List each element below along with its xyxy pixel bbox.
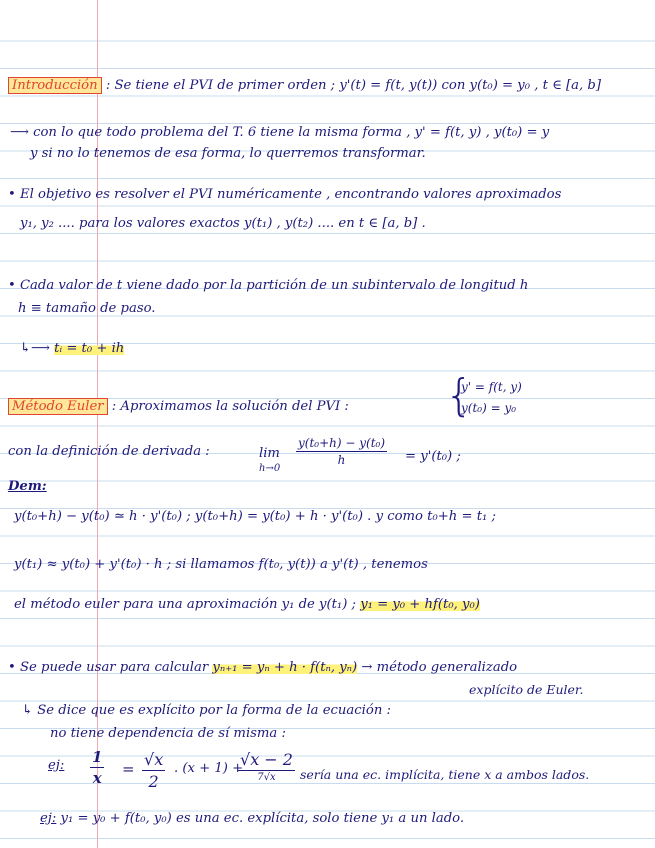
intro-text-2: con lo que todo problema del T. 6 tiene la misma forma , y' = f(t, y) , y(t₀) = y	[33, 125, 550, 140]
derivative-denominator: h	[337, 453, 346, 467]
dem-line-3-text: el método euler para una aproximación y₁ de y(t₁) ;	[14, 597, 356, 612]
dem-line-2: y(t₁) ≈ y(t₀) + y'(t₀) · h ; si llamamos f(t₀, y(t)) a y'(t) , tenemos	[14, 557, 428, 572]
general-line-4: no tiene dependencia de sí misma :	[50, 726, 286, 741]
general-text: • Se puede usar para calcular	[8, 660, 209, 675]
limit-symbol: lim	[259, 446, 280, 461]
intro-line-2	[10, 124, 549, 142]
fraction-3-numerator: √x − 2	[240, 750, 293, 769]
partition-line-1: • Cada valor de t viene dado por la partición de un subintervalo de longitud h	[8, 278, 529, 293]
example-1-fraction-1	[90, 748, 104, 787]
arrow-corner-icon: ↳⟶	[20, 341, 50, 356]
corner-arrow-icon: ↳	[22, 703, 34, 718]
general-line-3-text: Se dice que es explícito por la forma de la ecuación :	[37, 703, 391, 718]
example-1-label: ej:	[48, 758, 65, 773]
dem-line-3	[14, 596, 480, 614]
fraction-2-numerator: √x	[144, 750, 164, 769]
intro-heading: Introducción	[8, 77, 102, 94]
example-1-fraction-2	[142, 750, 165, 791]
objective-line-2: y₁, y₂ .... para los valores exactos y(t₁) , y(t₂) .... en t ∈ [a, b] .	[20, 216, 426, 231]
derivative-numerator: y(t₀+h) − y(t₀)	[298, 436, 386, 450]
general-line-1	[8, 659, 517, 677]
arrow-right-icon: ⟶	[10, 125, 29, 140]
fraction-1-numerator: 1	[92, 748, 103, 766]
partition-formula: tᵢ = t₀ + ih	[54, 341, 125, 356]
derivative-fraction	[296, 436, 387, 467]
ivp-eq-2: y(t₀) = y₀	[461, 401, 517, 415]
intro-text: : Se tiene el PVI de primer orden ; y'(t) = f(t, y(t)) con y(t₀) = y₀ , t ∈ [a, b]	[105, 78, 602, 93]
intro-line-1	[8, 77, 601, 95]
derivative-def-text: con la definición de derivada :	[8, 444, 210, 459]
example-1-middle: . (x + 1) +	[174, 761, 244, 776]
example-2-line	[40, 810, 464, 828]
fraction-3-denominator: 7√x	[257, 772, 276, 783]
euler-method-formula: y₁ = y₀ + hf(t₀, y₀)	[360, 597, 480, 612]
example-1-text: sería una ec. implícita, tiene x a ambos lados.	[300, 767, 590, 782]
euler-heading: Método Euler	[8, 398, 108, 415]
example-1-equals: =	[122, 760, 135, 778]
partition-line-2: h ≡ tamaño de paso.	[18, 301, 156, 316]
limit-subscript: h→0	[259, 463, 281, 474]
fraction-3-bar	[238, 770, 295, 771]
dem-heading: Dem:	[8, 479, 47, 494]
fraction-2-denominator: 2	[148, 772, 159, 791]
fraction-1-denominator: x	[92, 769, 102, 787]
example-2-text: y₁ = y₀ + f(t₀, y₀) es una ec. explícita, solo tiene y₁ a un lado.	[60, 811, 465, 826]
fraction-2-bar	[142, 770, 165, 771]
ivp-eq-1: y' = f(t, y)	[461, 380, 522, 394]
objective-line-1: • El objetivo es resolver el PVI numéricamente , encontrando valores aproximados	[8, 187, 562, 202]
general-formula: yₙ₊₁ = yₙ + h · f(tₙ, yₙ)	[212, 660, 358, 675]
partition-result	[20, 340, 124, 358]
derivative-rhs: = y'(t₀) ;	[405, 449, 461, 464]
fraction-1-bar	[90, 767, 104, 768]
left-brace-icon: {	[445, 370, 473, 421]
example-1-fraction-3	[238, 750, 295, 783]
fraction-bar	[296, 451, 387, 452]
euler-line-1	[8, 398, 349, 416]
euler-text: : Aproximamos la solución del PVI :	[111, 399, 349, 414]
general-line-2: explícito de Euler.	[469, 682, 584, 697]
dem-line-1: y(t₀+h) − y(t₀) ≃ h · y'(t₀) ; y(t₀+h) = y(t₀) + h · y'(t₀) . y como t₀+h = t₁ ;	[14, 509, 496, 524]
example-2-label: ej:	[40, 811, 57, 826]
general-method-text: → método generalizado	[361, 660, 518, 675]
intro-line-3: y si no lo tenemos de esa forma, lo querremos transformar.	[30, 146, 426, 161]
general-line-3	[22, 702, 391, 720]
